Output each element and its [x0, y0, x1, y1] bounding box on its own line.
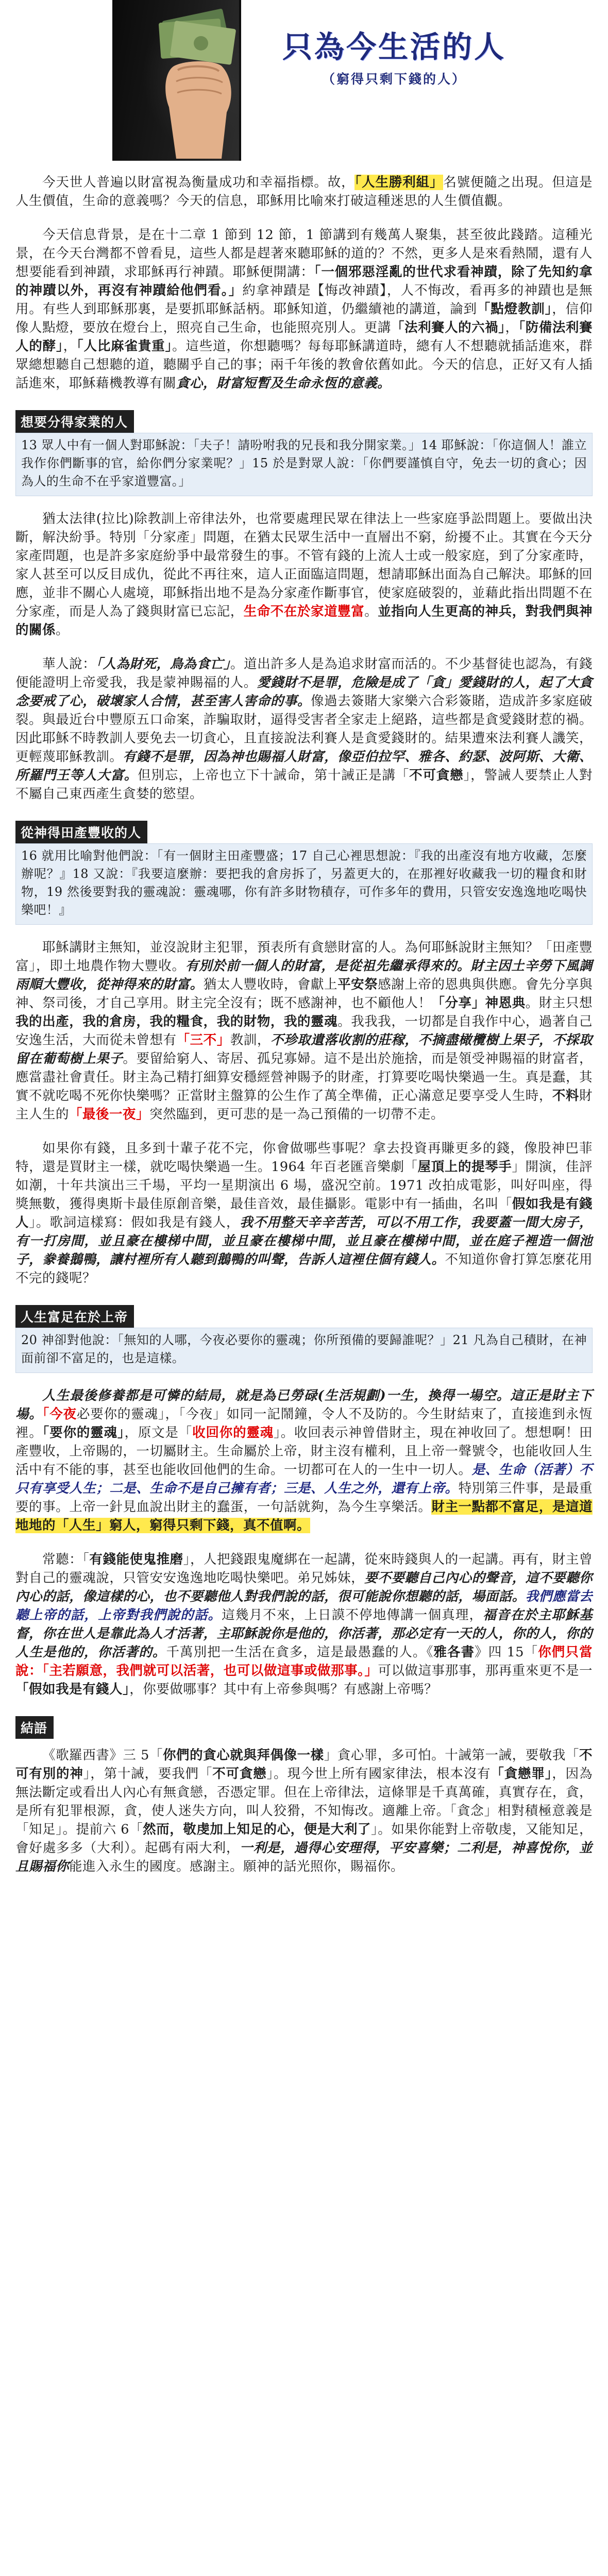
text-run: 今天世人普遍以財富視為衡量成功和幸福指標。故，: [42, 175, 355, 190]
text-run: 你們只當說：「主若願意，我們就可以活著，也可以做這事或做那事。」: [15, 1645, 593, 1679]
section-heading-inheritance: 想要分得家業的人: [15, 410, 134, 433]
text-run: 」貪心罪，多可怕。十誡第一誡，要敬我「: [324, 1748, 579, 1763]
text-run: 這幾月不來，上日謨不停地傳講一個真理，: [222, 1607, 483, 1623]
text-run: 名號便隨之出現。但這是人生價值，生命的意義嗎？今天的信息，耶穌用比喻來打破這種迷思的人生價值觀。: [15, 175, 593, 209]
text-run: 」。收回表示神曾借財主，現在神收回了。想想啊！田產豐收，上帝賜的，一切屬財主。生命屬於上帝，財主沒有權利，且上帝一聲號令，也能收回人生活中有不能的事，甚至也能收回他們的生命。一切都可在人的一生中一切人。: [15, 1425, 593, 1478]
text-run: 有錢能使鬼推磨: [89, 1552, 183, 1567]
text-run: 」。現今世上所有國家律法，根本沒有: [266, 1766, 491, 1782]
text-run: 「法利賽人的六禍」: [391, 320, 505, 335]
text-run: 猶太人豐收時，會獻上: [203, 977, 338, 992]
text-run: 。這些道，你想聽嗎？每每耶穌講道時，總有人不想聽就插話進來，群眾總想聽自己想聽的道，聽關乎自己的事；兩千年後的教會依舊如此。今天的信息，正好又有人插話進來，耶穌藉機教導有關: [15, 338, 593, 391]
text-run: 。要留給窮人、寄居、孤兒寡婦。這不是出於施捨，而是領受神賜福的財富者，應當盡社會責任。財主為己精打細算安穩經營神賜予的財產，打算要吃喝快樂過一生。真是蠢，其實不就吃喝不死你快樂嗎？正當財主盤算的公生作了萬全準備，正心滿意足要享受人生時，: [15, 1051, 593, 1104]
section1-paragraph-2: [15, 655, 593, 803]
section1-paragraph-1: [15, 510, 593, 639]
text-run: 一利是，過得心安理得，平安喜樂；二利是，神喜悅你，並且賜福你: [15, 1840, 593, 1874]
text-run: 有錢不是罪，因為神也賜福人財富，像亞伯拉罕、雅各、約瑟、波阿斯、大衛、所羅門王等人大富。: [15, 749, 593, 783]
section-heading-conclusion: 結語: [15, 1716, 54, 1739]
text-run: 我們應當去聽上帝的話，上帝對我們說的話。: [15, 1589, 593, 1623]
text-run: 不可有別的神: [15, 1748, 593, 1782]
text-run: 。我我我，一切都是自我作中心，過著自己安逸生活，大而從未曾想有: [15, 1014, 593, 1048]
text-run: 。: [56, 622, 70, 638]
header-banner: [0, 0, 608, 161]
text-run: 「防備法利賽人的酵」: [15, 320, 593, 354]
text-run: 教訓，: [230, 1032, 271, 1048]
text-run: 貪心，財富短暫及生命永恆的意義。: [176, 376, 391, 391]
text-run: 如果你有錢，且多到十輩子花不完，你會做哪些事呢？拿去投資再賺更多的錢，像股神巴菲特，還是買財主一樣，就吃喝快樂過一生。1964 年百老匯音樂劇「: [15, 1141, 593, 1175]
banner-subtitle: （窮得只剩下錢的人）: [322, 72, 466, 87]
text-run: 」。歌詞這樣寫：假如我是有錢人，: [29, 1215, 240, 1230]
text-run: 不可貪戀: [409, 768, 464, 783]
intro-paragraph-1: [15, 173, 593, 210]
text-run: 要不要聽自己內心的聲音，這不要聽你內心的話，像這樣的心，也不要聽他人對我們說的話，很可能說你想聽的話，場面話。: [15, 1570, 593, 1604]
text-run: 耶穌講財主無知，並沒說財主犯罪，預表所有貪戀財富的人。為何耶穌說財主無知？「田產豐富」，即土地農作物大豐收。: [15, 940, 593, 974]
text-run: 千萬別把一生活在貪多，這是最愚蠢的人。《: [166, 1645, 434, 1660]
text-run: 「貪戀罪」: [491, 1766, 552, 1782]
hand-icon: [165, 61, 231, 159]
text-run: 福音在於主耶穌基督，你在世人是靠此為人才活著，主耶穌說你是他的，你活著，那必定有一天的人，你的人，你的人生是他的，你活著的。: [15, 1607, 593, 1660]
text-run: ，因為無法斷定或看出人內心有無貪戀，否憑定罪。但在上帝律法，這條罪是千真萬確，真實存在，貪，是所有犯罪根源，貪，使人迷失方向，叫人狡猾，不知悔改。適離上帝。「貪念」相對積極意義是「知足」。提前六 6「: [15, 1766, 593, 1837]
text-run: 假如我是有錢人: [15, 1196, 593, 1230]
text-run: 雅各書: [433, 1645, 475, 1660]
text-run: 猶太法律(拉比)除教訓上帝律法外，也常要處理民眾在律法上一些家庭爭訟問題上。要做出決斷，解決紛爭。特別「分家產」問題，在猶太民眾生活中一直層出不窮，紛擾不止。其實在今天分家產問題，也是許多家庭紛爭中最常發生的事。不管有錢的上流人士或一般家庭，到了分家產時，家人甚至可以反目成仇，從此不再往來，這人正面臨這問題，想請耶穌出面為自己解決。耶穌的回應，並非不關心人處境，耶穌指出地不是為分家產作斷事官，使家庭破裂的，並藉此指出問題不在分家產，而是人為了錢與財富已忘記，: [15, 511, 593, 619]
text-run: 」，警誡人要禁止人對不屬自己東西產生貪婪的慾望。: [15, 768, 593, 802]
text-run: 必要你的靈魂」，「今夜」如同一記鬧鐘，令人不及防的。今生財結束了，直接進到永恆裡。: [15, 1406, 593, 1440]
text-run: 特別第三件事，是最重要的事。上帝一針見血說出財主的蠢蛋，一句話就夠，為今生享樂活。: [15, 1481, 593, 1515]
section-heading-rich-in-god: 人生富足在於上帝: [15, 1305, 134, 1328]
text-run: 感謝上帝的恩典與供應。會先分享與神、祭司後，才自己享用。財主完全沒有；既不感謝神，也不顧他人！: [15, 977, 593, 1011]
text-run: 人生最後修養都是可憐的結局，就是為已勞碌(生活規劃)一生，換得一場空。這正是財主下場。: [15, 1388, 593, 1422]
section-heading-harvest: 從神得田產豐收的人: [15, 821, 147, 843]
conclusion-paragraph: [15, 1746, 593, 1876]
section3-paragraph-2: [15, 1550, 593, 1699]
text-run: 然而，敬虔加上知足的心，便是大利了: [143, 1822, 371, 1837]
text-run: 」，人把錢跟鬼魔綁在一起講，從來時錢與人的一起講。再有，財主曾對自己的靈魂說，只管安安逸逸地吃喝快樂吧。弟兄姊妹，: [15, 1552, 593, 1586]
text-run: 」，第十誡，要我們「: [83, 1766, 213, 1782]
text-run: 屋頂上的提琴手: [417, 1159, 512, 1175]
text-run: 常聽：「: [42, 1552, 90, 1567]
text-run: 不珍取遺落收割的莊稼，不摘盡橄欖樹上果子，不採取留在葡萄樹上果子: [15, 1032, 593, 1066]
text-run: 並指向人生更高的神兵，對我們與神的關係: [15, 604, 593, 638]
sermon-content: [0, 161, 608, 1876]
text-run: 像過去簽賭大家樂六合彩簽賭，造成許多家庭破裂。與最近台中豐原五口命案，詐騙取財，逼得受害者全家走上絕路，這些都是貪愛錢財惹的禍。因此耶穌不時教訓人要免去一切貪心，且直接說法利賽人是貪愛錢財的。結果遭來法利賽人譏笑，更輕蔑耶穌教訓。: [15, 693, 593, 765]
section2-paragraph-1: [15, 938, 593, 1124]
text-run: 約拿神蹟是【悔改神蹟】，人不悔改，看再多的神蹟也是無用。有些人到耶穌那裏，是要抓耶穌話柄。耶穌知道，仍繼續祂的講道，論到: [15, 283, 593, 317]
text-run: 今天信息背景，是在十二章 1 節到 12 節，1 節講到有幾萬人聚集，甚至彼此踐踏。這種光景，在今天台灣都不曾看見，這些人都是趕著來聽耶穌的道的？不然，更多人是來看熱鬧，還有人想要能看到神蹟，求耶穌再行神蹟。耶穌便開講：: [15, 227, 593, 280]
text-run: 」。如果你能對上帝敬虔，又能知足，會好處多多（大利）。起碼有兩大利，: [15, 1822, 593, 1856]
text-run: 「人為財死，鳥為食亡」: [96, 656, 231, 672]
text-run: 可以做這事那事，那再重來更不是一: [378, 1663, 593, 1679]
text-run: 「人比麻雀貴重」: [76, 338, 173, 354]
text-run: 「要你的靈魂」: [42, 1425, 125, 1440]
text-run: 愛錢財不是罪，危險是成了「貪」愛錢財的人，起了大貪念要戒了心，破壞家人合情，甚至害人害命的事。: [15, 675, 593, 709]
banknotes-icon: [159, 8, 237, 65]
text-run: 有別於前一個人的財富，是從祖先繼承得來的。財主因土辛勞下風調雨順大豐收，從神得來的財富。: [15, 958, 593, 992]
text-run: 華人說：: [42, 656, 96, 672]
text-run: 「點燈教訓」: [477, 301, 552, 317]
text-run: 是、生命（活著）不只有享受人生；二是、生命不是自己擁有者；三是、人生之外，還有上帝。: [15, 1462, 593, 1496]
text-run: 」開演，佳評如潮，十年共演出三千場，平均一星期演出 6 場，盛況空前。1971 改拍成電影，叫好叫座，得獎無數，獲得奧斯卡最佳原創音樂，最佳音效，最佳攝影。電影中有一插曲，名叫「: [15, 1159, 593, 1212]
text-run: 《歌羅西書》三 5「: [42, 1748, 163, 1763]
text-run: 「人生勝利組」: [354, 175, 444, 190]
text-run: ，原文是「: [124, 1425, 193, 1440]
intro-paragraph-2: [15, 226, 593, 393]
text-run: 。道出許多人是為追求財富而活的。不少基督徒也認為，有錢便能證明上帝愛我，我是蒙神賜福的人。: [15, 656, 593, 690]
section3-paragraph-1: [15, 1386, 593, 1535]
text-run: 生命不在於家道豐富: [243, 604, 365, 619]
text-run: 不可貪戀: [212, 1766, 267, 1782]
text-run: 「三不」: [176, 1032, 230, 1048]
text-run: 「今夜: [42, 1406, 77, 1422]
text-run: 收回你的靈魂: [192, 1425, 274, 1440]
text-run: 突然臨到，更可悲的是一為己預備的一切帶不走。: [149, 1107, 445, 1122]
text-run: 。財主只想: [525, 995, 593, 1011]
text-run: 財主一點都不富足，是這道地地的「人生」窮人，窮得只剩下錢，真不值啊。: [15, 1499, 593, 1533]
text-run: 但別忘，上帝也立下十誡命，第十誡正是講「: [138, 768, 410, 783]
scripture-quote-1: 13 眾人中有一個人對耶穌說：「夫子！請吩咐我的兄長和我分開家業。」14 耶穌說：「你這個人！誰立我作你們斷事的官，給你們分家業呢？」15 於是對眾人說：「你們要謹慎自守，免去一切的貪心；因為人的生命不在乎家道豐富。」: [15, 433, 593, 496]
scripture-quote-3: 20 神卻對他說：「無知的人哪，今夜必要你的靈魂；你所預備的要歸誰呢？」21 凡為自己積財，在神面前卻不富足的，也是這樣。: [15, 1328, 593, 1373]
text-run: 》四 15「: [475, 1645, 538, 1660]
text-run: ，信仰像人點燈，要放在燈台上，照亮自己生命，也能照亮別人。更講: [15, 301, 593, 335]
text-run: 。: [364, 604, 378, 619]
text-run: ，你要做哪事？其中有上帝參與嗎？有感謝上帝嗎？: [129, 1682, 438, 1697]
text-run: ，: [505, 320, 519, 335]
text-run: 我的出產，我的倉房，我的糧食，我的財物，我的靈魂: [15, 1014, 338, 1029]
text-run: 財主人生的: [15, 1088, 593, 1122]
section2-paragraph-2: [15, 1139, 593, 1287]
text-run: 你們的貪心就與拜偶像一樣: [162, 1748, 324, 1763]
text-run: 我不用整天辛辛苦苦，可以不用工作，我要蓋一間大房子，有一打房間，並且豪在樓梯中間，並且豪在樓梯中間，並且豪在樓梯中間，並在庭子裡造一個池子，豢養鵝鴨，讓村裡所有人聽到鵝鴨的叫聲，告訴人這裡住個有錢人。: [15, 1215, 593, 1267]
text-run: 「一個邪惡淫亂的世代求看神蹟，除了先知約拿的神蹟以外，再沒有神蹟給他們看。」: [15, 264, 593, 298]
text-run: ，: [63, 338, 77, 354]
text-run: 「最後一夜」: [69, 1107, 150, 1122]
scripture-quote-2: 16 就用比喻對他們說：「有一個財主田產豐盛；17 自己心裡思想說：『我的出產沒有地方收藏，怎麼辦呢？』18 又說：『我要這麼辦：要把我的倉房拆了，另蓋更大的，在那裡好收藏我一切的糧食和財物，19 然後要對我的靈魂說：靈魂哪，你有許多財物積存，可作多年的費用，只管安安逸逸地吃喝快樂吧！』: [15, 843, 593, 925]
text-run: 不料: [552, 1088, 579, 1104]
banner-title: 只為今生活的人: [282, 29, 506, 64]
text-run: 能進入永生的國度。感謝主。願神的話光照你，賜福你。: [69, 1859, 404, 1874]
text-run: 「假如我是有錢人」: [15, 1682, 130, 1697]
text-run: 不知道你會打算怎麼花用不完的錢呢？: [15, 1252, 593, 1286]
text-run: 「分享」神恩典: [431, 995, 526, 1011]
scripture-reference: 路加福音十二章13-21節: [243, 134, 384, 147]
text-run: 平安祭: [337, 977, 378, 992]
